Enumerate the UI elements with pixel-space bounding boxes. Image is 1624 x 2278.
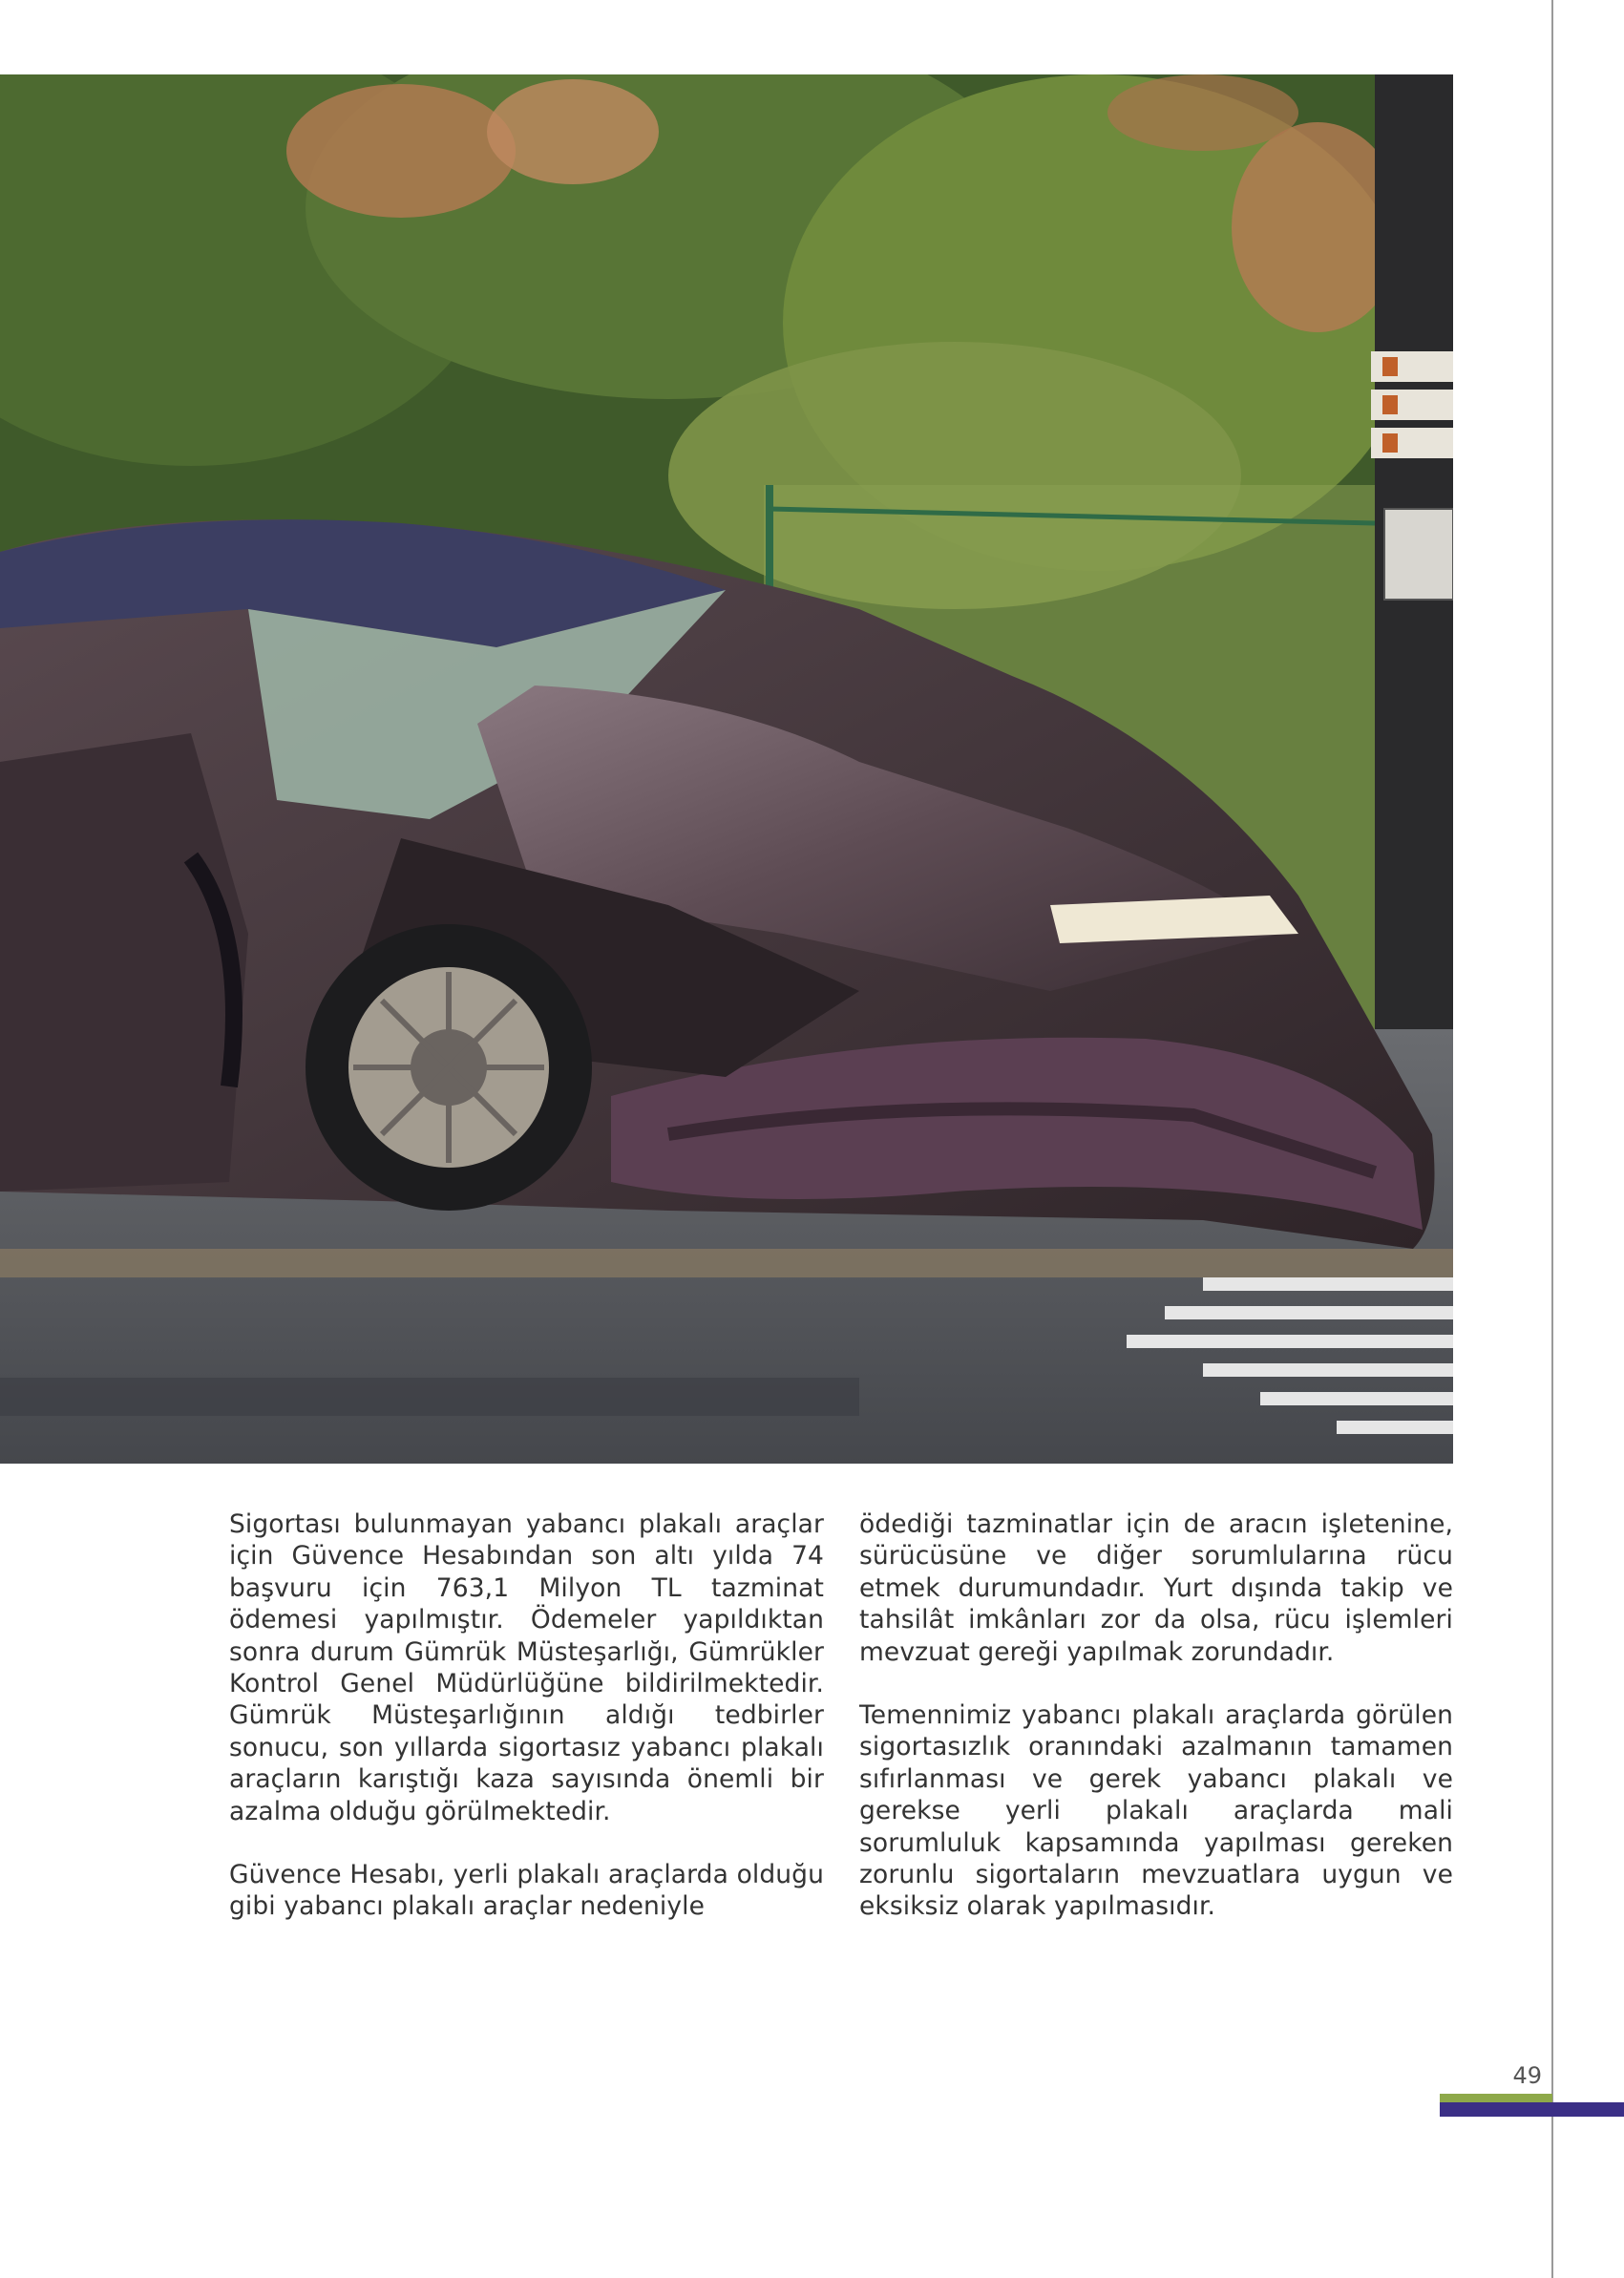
footer-accent-bar-green	[1440, 2094, 1552, 2102]
footer-accent-bar-purple	[1440, 2102, 1624, 2117]
wrecked-car-photo	[0, 74, 1453, 1464]
article-paragraph: Güvence Hesabı, yerli plakalı araçlarda olduğu gibi yabancı plakalı araçlar nedeniyle	[229, 1860, 824, 1922]
article-paragraph: Temennimiz yabancı plakalı araçlarda görülen sigortasızlık oranındaki azalmanın tamamen sıfırlanması ve gerek yabancı plakalı ve gerekse yerli plakalı araçlarda mali sorumluluk kapsamında yapılması gereken zorunlu sigortaların mevzuatlara uygun ve eksiksiz olarak yapılmasıdır.	[859, 1700, 1453, 1922]
article-paragraph: ödediği tazminatlar için de aracın işletenine, sürücüsüne ve diğer sorumlularına rücu etmek durumundadır. Yurt dışında takip ve tahsilât imkânları zor da olsa, rücu işlemleri mevzuat gereği yapılmak zorundadır.	[859, 1509, 1453, 1667]
article-column-left	[229, 1508, 824, 1954]
page-number: 49	[1512, 2062, 1542, 2089]
article-paragraph: Sigortası bulunmayan yabancı plakalı araçlar için Güvence Hesabından son altı yılda 74 başvuru için 763,1 Milyon TL tazminat ödemesi yapılmıştır. Ödemeler yapıldıktan sonra durum Gümrük Müsteşarlığı, Gümrükler Kontrol Genel Müdürlüğüne bildirilmektedir. Gümrük Müsteşarlığının aldığı tedbirler sonucu, son yıllarda sigortasız yabancı plakalı araçların karıştığı kaza sayısında önemli bir azalma olduğu görülmektedir.	[229, 1509, 824, 1826]
page-edge-rule	[1551, 0, 1553, 2278]
article-column-right	[859, 1508, 1453, 1954]
